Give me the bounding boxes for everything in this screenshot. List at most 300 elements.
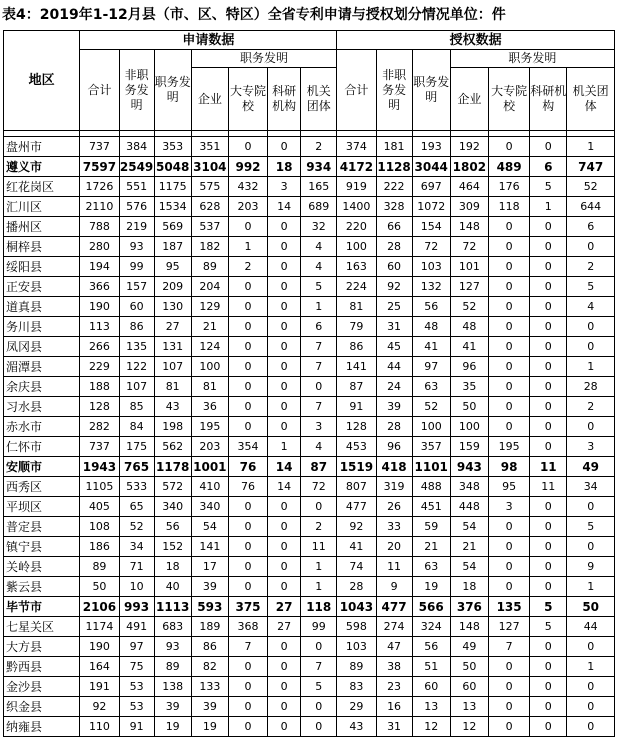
value-cell: 410 [191,477,228,497]
value-cell: 175 [119,437,154,457]
value-cell: 182 [191,237,228,257]
value-cell: 7 [488,637,529,657]
value-cell: 0 [530,677,567,697]
value-cell: 131 [154,337,191,357]
value-cell: 100 [412,417,450,437]
value-cell: 569 [154,217,191,237]
value-cell: 1802 [450,157,488,177]
value-cell: 992 [228,157,267,177]
table-row [4,597,615,617]
header-grant-service: 职务发明 [412,50,450,131]
table-row [4,477,615,497]
value-cell: 0 [228,537,267,557]
value-cell: 0 [228,137,267,157]
value-cell: 765 [119,457,154,477]
value-cell: 807 [337,477,376,497]
value-cell: 1 [228,237,267,257]
value-cell: 0 [268,257,301,277]
value-cell: 89 [80,557,119,577]
table-row [4,197,615,217]
value-cell: 19 [412,577,450,597]
value-cell: 0 [567,237,615,257]
patent-table [3,30,615,737]
value-cell: 0 [228,657,267,677]
value-cell: 593 [191,597,228,617]
value-cell: 464 [450,177,488,197]
value-cell: 1400 [337,197,376,217]
value-cell: 0 [488,137,529,157]
value-cell: 191 [80,677,119,697]
region-name-cell: 播州区 [4,217,80,237]
value-cell: 17 [191,557,228,577]
value-cell: 96 [450,357,488,377]
table-row [4,257,615,277]
value-cell: 100 [450,417,488,437]
header-grant-college: 大专院校 [488,68,529,131]
value-cell: 1128 [376,157,412,177]
value-cell: 0 [488,557,529,577]
value-cell: 122 [119,357,154,377]
value-cell: 0 [530,337,567,357]
table-row [4,177,615,197]
value-cell: 11 [301,537,337,557]
value-cell: 3104 [191,157,228,177]
value-cell: 477 [376,597,412,617]
region-name-cell: 安顺市 [4,457,80,477]
value-cell: 71 [119,557,154,577]
value-cell: 572 [154,477,191,497]
region-name-cell: 七星关区 [4,617,80,637]
value-cell: 159 [450,437,488,457]
value-cell: 566 [412,597,450,617]
value-cell: 28 [376,237,412,257]
value-cell: 934 [301,157,337,177]
value-cell: 0 [530,237,567,257]
value-cell: 575 [191,177,228,197]
value-cell: 0 [228,297,267,317]
value-cell: 0 [268,677,301,697]
value-cell: 193 [412,137,450,157]
value-cell: 99 [119,257,154,277]
value-cell: 0 [268,337,301,357]
value-cell: 108 [80,517,119,537]
header-grant-enterprise: 企业 [450,68,488,131]
value-cell: 86 [191,637,228,657]
region-name-cell: 金沙县 [4,677,80,697]
value-cell: 85 [119,397,154,417]
region-name-cell: 仁怀市 [4,437,80,457]
region-name-cell: 紫云县 [4,577,80,597]
table-row [4,657,615,677]
table-row [4,137,615,157]
value-cell: 44 [376,357,412,377]
value-cell: 2 [228,257,267,277]
value-cell: 187 [154,237,191,257]
header-grant-total: 合计 [337,50,376,131]
value-cell: 32 [301,217,337,237]
value-cell: 95 [488,477,529,497]
value-cell: 2 [301,517,337,537]
value-cell: 432 [228,177,267,197]
region-name-cell: 平坝区 [4,497,80,517]
value-cell: 0 [488,537,529,557]
value-cell: 1 [567,577,615,597]
value-cell: 100 [337,237,376,257]
value-cell: 533 [119,477,154,497]
value-cell: 165 [301,177,337,197]
value-cell: 2106 [80,597,119,617]
value-cell: 39 [154,697,191,717]
value-cell: 92 [337,517,376,537]
value-cell: 0 [228,577,267,597]
value-cell: 189 [191,617,228,637]
value-cell: 192 [450,137,488,157]
value-cell: 113 [80,317,119,337]
value-cell: 19 [154,717,191,737]
region-name-cell: 黔西县 [4,657,80,677]
value-cell: 72 [412,237,450,257]
value-cell: 52 [412,397,450,417]
value-cell: 44 [567,617,615,637]
value-cell: 551 [119,177,154,197]
value-cell: 190 [80,637,119,657]
value-cell: 328 [376,197,412,217]
value-cell: 118 [301,597,337,617]
value-cell: 0 [488,657,529,677]
value-cell: 35 [450,377,488,397]
value-cell: 1174 [80,617,119,637]
region-name-cell: 赤水市 [4,417,80,437]
value-cell: 148 [450,617,488,637]
value-cell: 993 [119,597,154,617]
value-cell: 21 [450,537,488,557]
value-cell: 50 [450,397,488,417]
table-row [4,557,615,577]
table-row [4,717,615,737]
value-cell: 222 [376,177,412,197]
value-cell: 54 [450,557,488,577]
value-cell: 1105 [80,477,119,497]
value-cell: 49 [450,637,488,657]
header-apply-research: 科研机构 [268,68,301,131]
value-cell: 84 [119,417,154,437]
region-name-cell: 习水县 [4,397,80,417]
region-name-cell: 务川县 [4,317,80,337]
value-cell: 75 [119,657,154,677]
value-cell: 12 [450,717,488,737]
value-cell: 7 [301,657,337,677]
value-cell: 0 [228,517,267,537]
value-cell: 0 [268,377,301,397]
value-cell: 127 [488,617,529,637]
value-cell: 282 [80,417,119,437]
value-cell: 204 [191,277,228,297]
value-cell: 76 [228,457,267,477]
value-cell: 3 [301,417,337,437]
value-cell: 33 [376,517,412,537]
value-cell: 29 [337,697,376,717]
value-cell: 2 [567,257,615,277]
value-cell: 0 [268,637,301,657]
region-name-cell: 普定县 [4,517,80,537]
value-cell: 110 [80,717,119,737]
value-cell: 51 [412,657,450,677]
value-cell: 0 [228,377,267,397]
value-cell: 18 [268,157,301,177]
value-cell: 63 [412,377,450,397]
value-cell: 0 [488,577,529,597]
value-cell: 36 [191,397,228,417]
value-cell: 124 [191,337,228,357]
value-cell: 103 [337,637,376,657]
value-cell: 0 [228,357,267,377]
value-cell: 23 [376,677,412,697]
value-cell: 0 [268,557,301,577]
region-name-cell: 红花岗区 [4,177,80,197]
value-cell: 0 [268,277,301,297]
region-name-cell: 毕节市 [4,597,80,617]
value-cell: 375 [228,597,267,617]
value-cell: 0 [530,517,567,537]
value-cell: 0 [268,357,301,377]
value-cell: 448 [450,497,488,517]
value-cell: 0 [268,397,301,417]
region-name-cell: 纳雍县 [4,717,80,737]
region-name-cell: 桐梓县 [4,237,80,257]
value-cell: 340 [191,497,228,517]
value-cell: 50 [80,577,119,597]
value-cell: 4 [301,437,337,457]
value-cell: 0 [488,277,529,297]
value-cell: 41 [337,537,376,557]
value-cell: 0 [530,437,567,457]
table-row [4,337,615,357]
value-cell: 7 [301,397,337,417]
value-cell: 628 [191,197,228,217]
value-cell: 63 [412,557,450,577]
value-cell: 60 [450,677,488,697]
value-cell: 27 [154,317,191,337]
value-cell: 0 [488,257,529,277]
value-cell: 1 [301,577,337,597]
value-cell: 203 [228,197,267,217]
value-cell: 1043 [337,597,376,617]
value-cell: 224 [337,277,376,297]
value-cell: 107 [119,377,154,397]
value-cell: 31 [376,717,412,737]
value-cell: 274 [376,617,412,637]
region-name-cell: 大方县 [4,637,80,657]
value-cell: 1 [567,657,615,677]
value-cell: 56 [154,517,191,537]
value-cell: 87 [301,457,337,477]
value-cell: 1 [301,297,337,317]
value-cell: 0 [228,717,267,737]
value-cell: 18 [154,557,191,577]
value-cell: 91 [337,397,376,417]
value-cell: 14 [268,197,301,217]
header-apply-college: 大专院校 [228,68,267,131]
value-cell: 127 [450,277,488,297]
value-cell: 82 [191,657,228,677]
value-cell: 76 [228,477,267,497]
value-cell: 53 [119,697,154,717]
value-cell: 747 [567,157,615,177]
value-cell: 0 [488,697,529,717]
value-cell: 60 [376,257,412,277]
value-cell: 13 [412,697,450,717]
value-cell: 477 [337,497,376,517]
value-cell: 188 [80,377,119,397]
value-cell: 93 [119,237,154,257]
value-cell: 9 [567,557,615,577]
value-cell: 0 [228,397,267,417]
table-row [4,437,615,457]
value-cell: 0 [268,217,301,237]
header-apply-service: 职务发明 [154,50,191,131]
value-cell: 0 [567,337,615,357]
value-cell: 81 [154,377,191,397]
region-name-cell: 织金县 [4,697,80,717]
value-cell: 27 [268,617,301,637]
value-cell: 319 [376,477,412,497]
value-cell: 11 [530,477,567,497]
value-cell: 0 [488,357,529,377]
value-cell: 0 [530,317,567,337]
value-cell: 28 [567,377,615,397]
value-cell: 41 [450,337,488,357]
value-cell: 195 [191,417,228,437]
value-cell: 92 [80,697,119,717]
value-cell: 943 [450,457,488,477]
value-cell: 368 [228,617,267,637]
value-cell: 0 [301,377,337,397]
value-cell: 0 [488,337,529,357]
value-cell: 128 [80,397,119,417]
value-cell: 13 [450,697,488,717]
header-apply-non-service: 非职务发明 [119,50,154,131]
value-cell: 737 [80,437,119,457]
value-cell: 79 [337,317,376,337]
value-cell: 689 [301,197,337,217]
value-cell: 418 [376,457,412,477]
value-cell: 0 [567,697,615,717]
value-cell: 0 [268,417,301,437]
value-cell: 25 [376,297,412,317]
value-cell: 0 [530,137,567,157]
value-cell: 0 [530,657,567,677]
value-cell: 20 [376,537,412,557]
value-cell: 340 [154,497,191,517]
value-cell: 74 [337,557,376,577]
value-cell: 99 [301,617,337,637]
value-cell: 0 [301,497,337,517]
value-cell: 2 [301,137,337,157]
value-cell: 0 [530,277,567,297]
region-name-cell: 镇宁县 [4,537,80,557]
value-cell: 157 [119,277,154,297]
value-cell: 203 [191,437,228,457]
value-cell: 1 [530,197,567,217]
value-cell: 6 [301,317,337,337]
value-cell: 1178 [154,457,191,477]
value-cell: 19 [191,717,228,737]
value-cell: 1113 [154,597,191,617]
value-cell: 50 [567,597,615,617]
value-cell: 0 [301,637,337,657]
value-cell: 154 [412,217,450,237]
region-name-cell: 绥阳县 [4,257,80,277]
value-cell: 0 [530,637,567,657]
header-apply-total: 合计 [80,50,119,131]
value-cell: 107 [154,357,191,377]
value-cell: 92 [376,277,412,297]
value-cell: 10 [119,577,154,597]
value-cell: 26 [376,497,412,517]
value-cell: 1 [268,437,301,457]
value-cell: 0 [530,417,567,437]
value-cell: 357 [412,437,450,457]
value-cell: 89 [154,657,191,677]
value-cell: 683 [154,617,191,637]
value-cell: 0 [567,717,615,737]
value-cell: 219 [119,217,154,237]
value-cell: 0 [228,317,267,337]
value-cell: 40 [154,577,191,597]
header-region: 地区 [4,31,80,131]
value-cell: 93 [154,637,191,657]
value-cell: 5 [530,597,567,617]
value-cell: 0 [228,697,267,717]
value-cell: 18 [450,577,488,597]
value-cell: 148 [450,217,488,237]
value-cell: 72 [450,237,488,257]
value-cell: 1 [567,137,615,157]
table-row [4,417,615,437]
value-cell: 0 [567,497,615,517]
value-cell: 186 [80,537,119,557]
value-cell: 34 [119,537,154,557]
value-cell: 56 [412,637,450,657]
value-cell: 0 [301,717,337,737]
value-cell: 374 [337,137,376,157]
value-cell: 12 [412,717,450,737]
value-cell: 130 [154,297,191,317]
value-cell: 4172 [337,157,376,177]
value-cell: 141 [191,537,228,557]
value-cell: 195 [488,437,529,457]
value-cell: 0 [228,497,267,517]
value-cell: 7 [228,637,267,657]
value-cell: 181 [376,137,412,157]
value-cell: 5 [567,277,615,297]
value-cell: 97 [412,357,450,377]
value-cell: 54 [191,517,228,537]
value-cell: 209 [154,277,191,297]
value-cell: 537 [191,217,228,237]
value-cell: 1 [301,557,337,577]
value-cell: 0 [567,317,615,337]
value-cell: 280 [80,237,119,257]
value-cell: 132 [412,277,450,297]
value-cell: 488 [412,477,450,497]
value-cell: 60 [119,297,154,317]
value-cell: 0 [530,357,567,377]
region-name-cell: 遵义市 [4,157,80,177]
value-cell: 0 [488,417,529,437]
value-cell: 1726 [80,177,119,197]
value-cell: 52 [567,177,615,197]
